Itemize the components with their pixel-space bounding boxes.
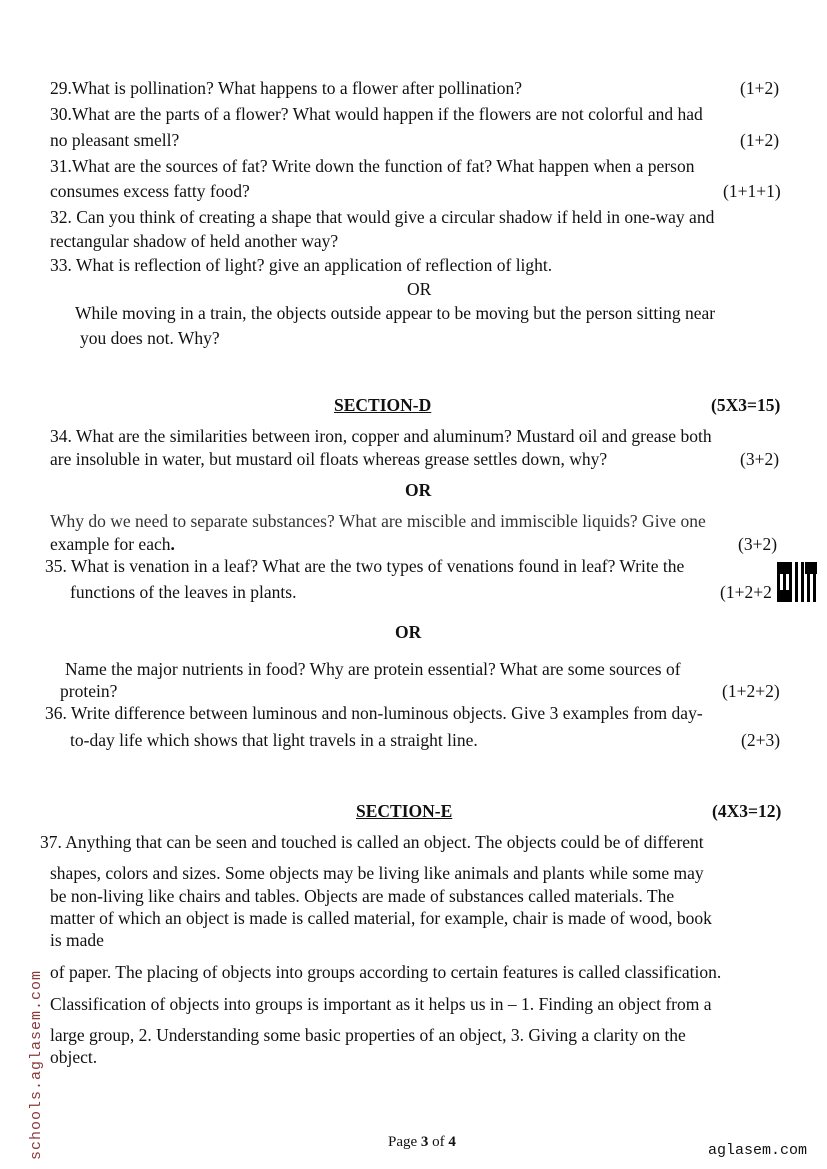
q33-or: OR bbox=[407, 279, 432, 299]
watermark-site: aglasem.com bbox=[708, 1142, 808, 1159]
q37-line: shapes, colors and sizes. Some objects may be living like animals and plants while some may bbox=[50, 863, 704, 883]
q37-line: 37. Anything that can be seen and touched is called an object. The objects could be of different bbox=[40, 832, 704, 852]
q36-line2: to-day life which shows that light travels in a straight line. bbox=[70, 730, 478, 750]
q29-marks: (1+2) bbox=[740, 78, 780, 98]
q37-line: matter of which an object is made is called material, for example, chair is made of wood, book bbox=[50, 908, 712, 928]
q35-alt-marks: (1+2+2) bbox=[722, 681, 780, 701]
q37-line: object. bbox=[50, 1047, 98, 1067]
q36-marks: (2+3) bbox=[741, 730, 781, 750]
q30-line1: 30.What are the parts of a flower? What would happen if the flowers are not colorful and had bbox=[50, 104, 703, 124]
page-total: 4 bbox=[448, 1134, 456, 1150]
q36-line1: 36. Write difference between luminous and non-luminous objects. Give 3 examples from day- bbox=[45, 703, 703, 723]
q37-line: Classification of objects into groups is important as it helps us in – 1. Finding an object from a bbox=[50, 994, 712, 1014]
q37-line: large group, 2. Understanding some basic properties of an object, 3. Giving a clarity on the bbox=[50, 1025, 686, 1045]
qr-code-icon bbox=[777, 562, 817, 602]
q37-line: of paper. The placing of objects into groups according to certain features is called classification. bbox=[50, 962, 722, 982]
page-of: of bbox=[428, 1134, 449, 1150]
q31-marks: (1+1+1) bbox=[723, 181, 781, 201]
q34-alt1: Why do we need to separate substances? What are miscible and immiscible liquids? Give one bbox=[50, 511, 706, 531]
q32-line2: rectangular shadow of held another way? bbox=[50, 231, 339, 251]
q30-line2: no pleasant smell? bbox=[50, 130, 180, 150]
section-e-marks: (4X3=12) bbox=[712, 801, 782, 821]
q34-line1: 34. What are the similarities between iron, copper and aluminum? Mustard oil and grease both bbox=[50, 426, 712, 446]
q29-text: 29.What is pollination? What happens to a flower after pollination? bbox=[50, 78, 523, 98]
q32-line1: 32. Can you think of creating a shape that would give a circular shadow if held in one-way and bbox=[50, 207, 715, 227]
q34-alt2-dot: . bbox=[170, 534, 175, 554]
q34-marks: (3+2) bbox=[740, 449, 780, 469]
q30-marks: (1+2) bbox=[740, 130, 780, 150]
page-current: 3 bbox=[420, 1134, 429, 1150]
q35-line1: 35. What is venation in a leaf? What are the two types of venations found in leaf? Write the bbox=[45, 556, 685, 576]
q33-alt2: you does not. Why? bbox=[80, 328, 220, 348]
q33-line1: 33. What is reflection of light? give an application of reflection of light. bbox=[50, 255, 553, 275]
q35-marks: (1+2+2 bbox=[720, 582, 772, 602]
watermark-side: schools.aglasem.com bbox=[28, 969, 45, 1160]
q37-line: be non-living like chairs and tables. Objects are made of substances called materials. The bbox=[50, 886, 675, 906]
q35-alt1: Name the major nutrients in food? Why are protein essential? What are some sources of bbox=[65, 659, 681, 679]
q33-alt1: While moving in a train, the objects outside appear to be moving but the person sitting near bbox=[75, 303, 716, 323]
section-d-title: SECTION-D bbox=[334, 395, 432, 415]
q34-line2: are insoluble in water, but mustard oil floats whereas grease settles down, why? bbox=[50, 449, 608, 469]
page-number bbox=[388, 1134, 456, 1151]
page-prefix: Page bbox=[388, 1134, 421, 1150]
q35-alt2: protein? bbox=[60, 681, 118, 701]
q35-or: OR bbox=[395, 622, 422, 642]
q34-alt2-text: example for each bbox=[50, 534, 171, 554]
q37-line: is made bbox=[50, 930, 104, 950]
q35-line2: functions of the leaves in plants. bbox=[70, 582, 297, 602]
q34-alt-marks: (3+2) bbox=[738, 534, 778, 554]
q31-line2: consumes excess fatty food? bbox=[50, 181, 250, 201]
q31-line1: 31.What are the sources of fat? Write down the function of fat? What happen when a person bbox=[50, 156, 695, 176]
q34-or: OR bbox=[405, 480, 432, 500]
section-d-marks: (5X3=15) bbox=[711, 395, 781, 415]
q34-alt2 bbox=[50, 534, 175, 554]
section-e-title: SECTION-E bbox=[356, 801, 453, 821]
